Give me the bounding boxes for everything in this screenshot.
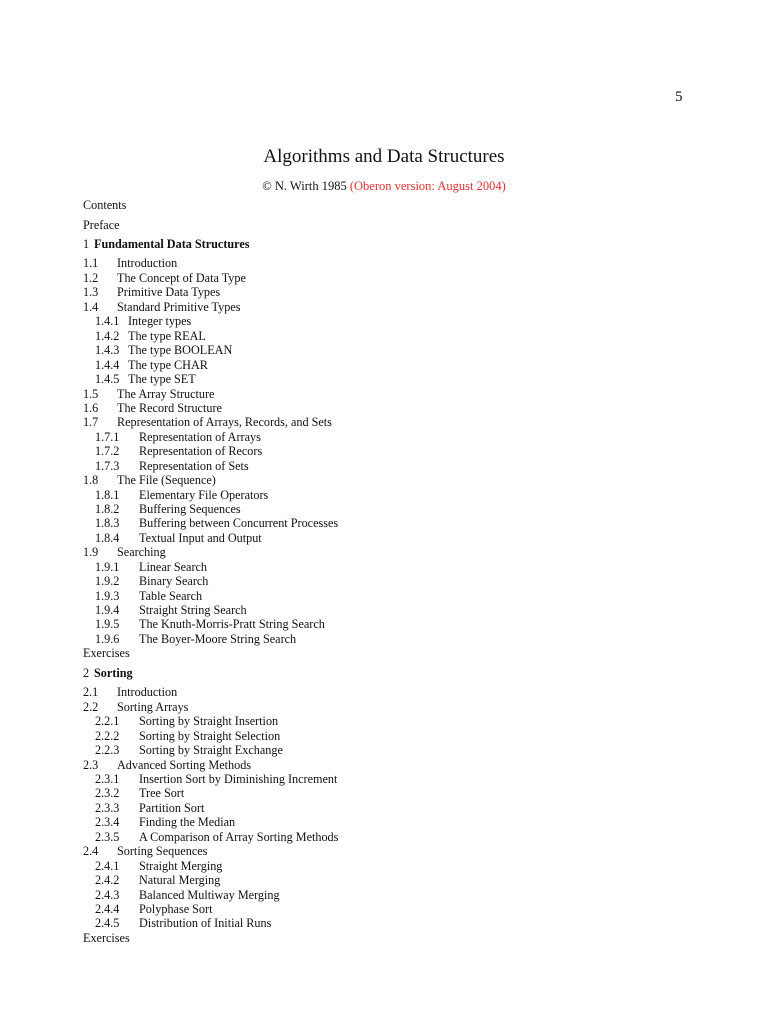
toc-entry-title: The type BOOLEAN	[128, 343, 233, 357]
toc-entry-number: 2.1	[83, 685, 99, 699]
toc-entry-title: Sorting Sequences	[117, 844, 208, 858]
document-title: Algorithms and Data Structures	[263, 146, 505, 167]
toc-entry-title: Searching	[117, 545, 166, 559]
toc-entry-number: 1.7.2	[95, 444, 120, 458]
toc-entry-number: 2.2.1	[95, 714, 120, 728]
toc-chapter-title: Fundamental Data Structures	[94, 237, 250, 251]
toc-entry-title: Straight Merging	[139, 859, 223, 873]
toc-entry-title: Tree Sort	[139, 786, 185, 800]
toc-entry-number: 1.4	[83, 300, 99, 314]
toc-entry-title: Straight String Search	[139, 603, 247, 617]
toc-entry-number: 2.4.1	[95, 859, 120, 873]
toc-entry-title: The Record Structure	[117, 401, 222, 415]
toc-entry-title: Balanced Multiway Merging	[139, 888, 280, 902]
toc-entry-number: 1.4.5	[95, 372, 120, 386]
toc-chapter-title: Sorting	[94, 666, 133, 680]
toc-entry-number: 1.8.2	[95, 502, 120, 516]
toc-entry-title: Buffering between Concurrent Processes	[139, 516, 339, 530]
toc-entry-number: 1.7.1	[95, 430, 120, 444]
toc-entry-number: 1.9.4	[95, 603, 120, 617]
toc-entry-number: 1.9.3	[95, 589, 120, 603]
toc-entry-title: Sorting Arrays	[117, 700, 189, 714]
toc-entry-number: 1.4.3	[95, 343, 120, 357]
toc-entry-title: Textual Input and Output	[139, 531, 262, 545]
toc-entry-number: 1.8.3	[95, 516, 120, 530]
toc-entry-title: The type SET	[128, 372, 196, 386]
toc-entry-number: 1.9.2	[95, 574, 120, 588]
toc-entry-title: The type CHAR	[128, 358, 208, 372]
toc-entry-title: Elementary File Operators	[139, 488, 269, 502]
toc-entry-number: 2.3.5	[95, 830, 120, 844]
copyright-version: (Oberon version: August 2004)	[349, 179, 506, 193]
toc-entry-title: The Concept of Data Type	[117, 271, 246, 285]
toc-entry-title: Representation of Recors	[139, 444, 263, 458]
toc-entry-number: 2	[83, 666, 90, 680]
toc-entry-number: 1.8.1	[95, 488, 120, 502]
toc-entry-title: The Boyer-Moore String Search	[139, 632, 297, 646]
toc-entry-title: The Knuth-Morris-Pratt String Search	[139, 617, 325, 631]
toc-entry-title: Exercises	[83, 646, 130, 660]
toc-entry-number: 2.3.4	[95, 815, 120, 829]
toc-entry-title: Table Search	[139, 589, 203, 603]
toc-entry-number: 1.1	[83, 256, 99, 270]
toc-entry-number: 2.4.2	[95, 873, 120, 887]
toc-entry-title: Insertion Sort by Diminishing Increment	[139, 772, 338, 786]
toc-entry-title: Binary Search	[139, 574, 209, 588]
toc-entry-title: Preface	[83, 218, 120, 232]
toc-entry-number: 1.7	[83, 415, 99, 429]
toc-entry-title: Introduction	[117, 685, 178, 699]
toc-entry-title: The type REAL	[128, 329, 206, 343]
toc-entry-number: 1.2	[83, 271, 99, 285]
toc-entry-title: Linear Search	[139, 560, 208, 574]
toc-entry-title: Exercises	[83, 931, 130, 945]
toc-entry-number: 1.9.5	[95, 617, 120, 631]
toc-entry-title: Introduction	[117, 256, 178, 270]
toc-entry-title: Representation of Arrays, Records, and Sets	[117, 415, 332, 429]
toc-entry-title: The Array Structure	[117, 387, 215, 401]
toc-entry-title: Contents	[83, 198, 127, 212]
toc-entry-number: 2.3	[83, 758, 99, 772]
toc-entry-title: The File (Sequence)	[117, 473, 216, 487]
toc-entry-number: 1.9.1	[95, 560, 120, 574]
toc-entry-number: 1.4.2	[95, 329, 120, 343]
toc-entry-number: 2.4	[83, 844, 99, 858]
toc-entry-number: 2.2.3	[95, 743, 120, 757]
toc-entry-number: 1.8.4	[95, 531, 120, 545]
toc-entry-number: 1.3	[83, 285, 99, 299]
toc-entry-title: Distribution of Initial Runs	[139, 916, 272, 930]
toc-entry-title: Sorting by Straight Insertion	[139, 714, 279, 728]
toc-entry-number: 1.4.4	[95, 358, 120, 372]
toc-entry-number: 1.9	[83, 545, 99, 559]
toc-entry-number: 2.4.4	[95, 902, 120, 916]
toc-entry-number: 1.7.3	[95, 459, 120, 473]
toc-entry-number: 2.4.3	[95, 888, 120, 902]
toc-entry-title: Sorting by Straight Selection	[139, 729, 281, 743]
toc-entry-title: Partition Sort	[139, 801, 205, 815]
toc-entry-title: Representation of Sets	[139, 459, 249, 473]
toc-entry-title: Finding the Median	[139, 815, 236, 829]
toc-entry-number: 2.2.2	[95, 729, 120, 743]
toc-entry-number: 2.3.2	[95, 786, 120, 800]
copyright-line	[0, 179, 768, 194]
toc-entry-number: 2.2	[83, 700, 99, 714]
toc-entry-number: 1	[83, 237, 90, 251]
toc-entry-title: Natural Merging	[139, 873, 221, 887]
toc-entry-number: 1.9.6	[95, 632, 120, 646]
toc-entry-title: Buffering Sequences	[139, 502, 241, 516]
toc-entry-title: Primitive Data Types	[117, 285, 221, 299]
toc-entry-number: 1.8	[83, 473, 99, 487]
toc-entry-number: 2.3.3	[95, 801, 120, 815]
toc-entry-title: A Comparison of Array Sorting Methods	[139, 830, 339, 844]
toc-entry-number: 1.5	[83, 387, 99, 401]
toc-entry-number: 1.6	[83, 401, 99, 415]
toc-entry-title: Advanced Sorting Methods	[117, 758, 252, 772]
toc-entry-number: 1.4.1	[95, 314, 120, 328]
toc-entry-title: Representation of Arrays	[139, 430, 261, 444]
toc-entry-title: Integer types	[128, 314, 192, 328]
toc-entry-title: Standard Primitive Types	[117, 300, 241, 314]
toc-entry-number: 2.3.1	[95, 772, 120, 786]
toc-entry-title: Polyphase Sort	[139, 902, 213, 916]
toc-entry-number: 2.4.5	[95, 916, 120, 930]
toc-entry-title: Sorting by Straight Exchange	[139, 743, 283, 757]
copyright-author: © N. Wirth 1985	[262, 179, 347, 193]
page-number: 5	[675, 89, 683, 105]
